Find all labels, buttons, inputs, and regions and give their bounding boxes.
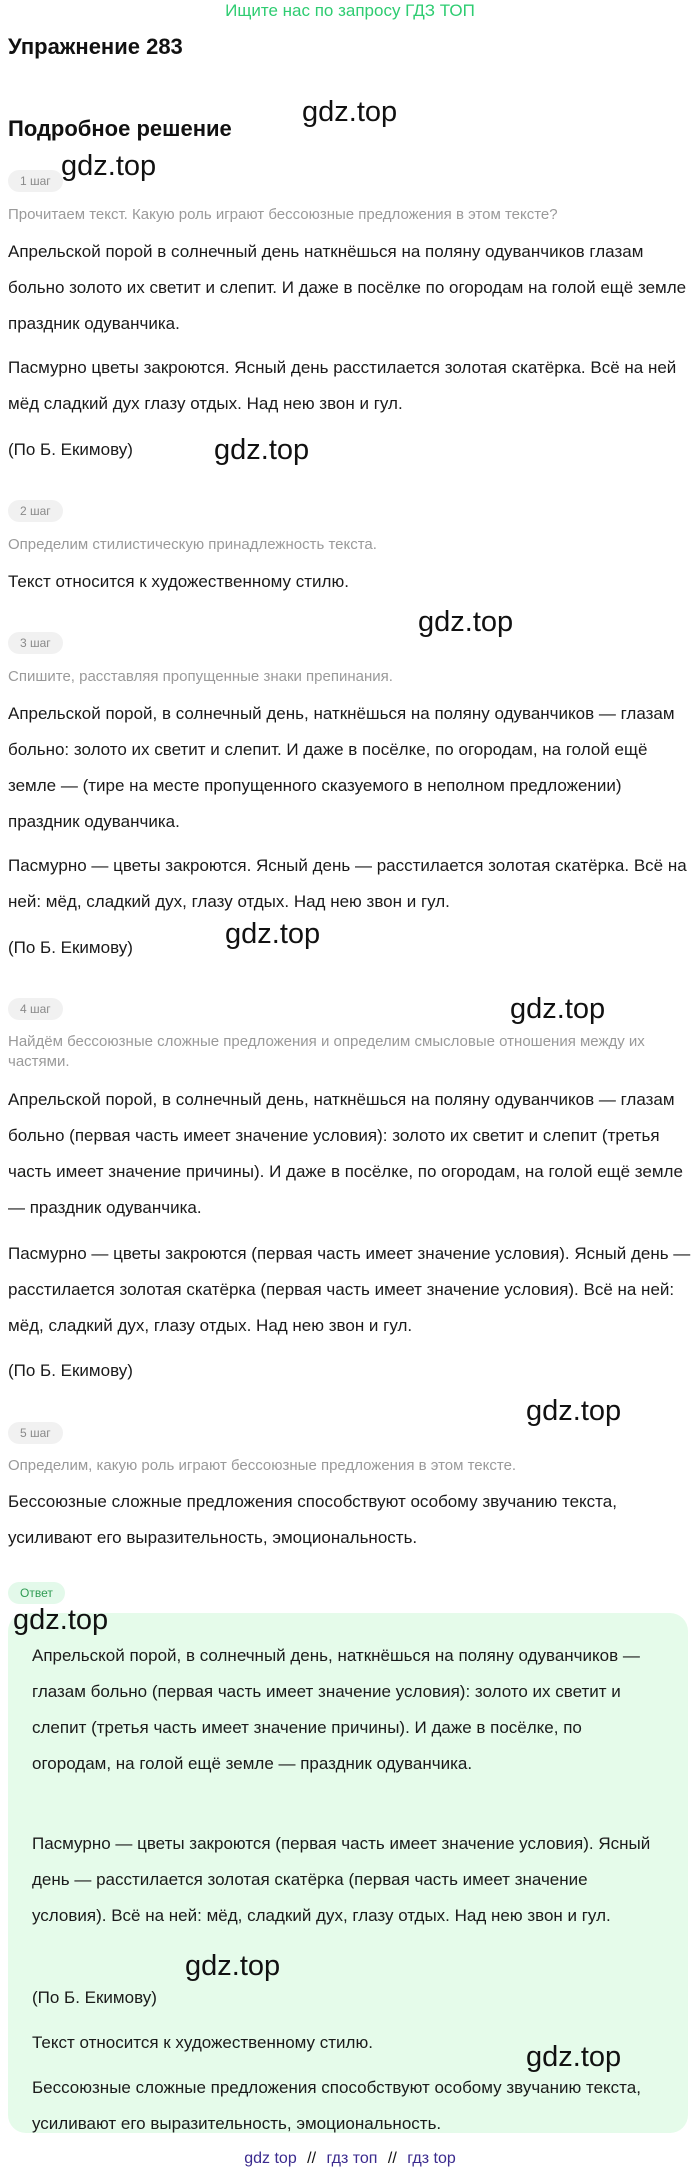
exercise-title: Упражнение 283 xyxy=(8,34,183,59)
answer-paragraph: Апрельской порой, в солнечный день, наткнёшься на поляну одуванчиков — глазам больно (первая часть имеет значение условия): золото их светит и слепит (третья часть имеет значение причины). И даже в посёлке, по огородам, на голой ещё земле — праздник одуванчика. xyxy=(32,1646,640,1773)
watermark: gdz.top xyxy=(526,1395,622,1427)
answer-badge: Ответ xyxy=(8,1582,65,1604)
answer-paragraph: Бессоюзные сложные предложения способствуют особому звучанию текста, усиливают его выразительность, эмоциональность. xyxy=(32,2078,641,2133)
watermark: gdz.top xyxy=(418,606,514,638)
text-paragraph: Апрельской порой, в солнечный день, наткнёшься на поляну одуванчиков — глазам больно: золото их светит и слепит. И даже в посёлке, по огородам, на голой ещё земле — (тире на месте пропущенного сказуемого в неполном предложении) праздник одуванчика. xyxy=(8,704,675,831)
watermark: gdz.top xyxy=(225,918,321,950)
text-paragraph: Пасмурно — цветы закроются (первая часть имеет значение условия). Ясный день — расстилается золотая скатёрка (первая часть имеет значение условия). Всё на ней: мёд, сладкий дух, глазу отдых. Над нею звон и гул. xyxy=(8,1244,691,1335)
text-paragraph: Текст относится к художественному стилю. xyxy=(8,572,349,591)
text-paragraph: Апрельской порой, в солнечный день, наткнёшься на поляну одуванчиков — глазам больно (первая часть имеет значение условия): золото их светит и слепит (третья часть имеет значение причины). И даже в посёлке, по огородам, на голой ещё земле — праздник одуванчика. xyxy=(8,1090,683,1217)
watermark: gdz.top xyxy=(510,993,606,1025)
step-badge: 3 шаг xyxy=(8,632,63,654)
footer-separator: // xyxy=(307,2150,317,2167)
text-source: (По Б. Екимову) xyxy=(8,1361,133,1380)
answer-paragraph: Текст относится к художественному стилю. xyxy=(32,2033,373,2052)
footer-link[interactable]: gdz top xyxy=(244,2150,297,2167)
footer-links xyxy=(0,2149,700,2169)
text-paragraph: Пасмурно цветы закроются. Ясный день расстилается золотая скатёрка. Всё на ней мёд сладкий дух глазу отдых. Над нею звон и гул. xyxy=(8,358,677,413)
watermark: gdz.top xyxy=(61,150,157,182)
watermark: gdz.top xyxy=(526,2041,622,2073)
step-description: Найдём бессоюзные сложные предложения и определим смысловые отношения между их частями. xyxy=(8,1033,645,1070)
footer-separator: // xyxy=(387,2150,397,2167)
search-hint-banner[interactable]: Ищите нас по запросу ГДЗ ТОП xyxy=(225,1,475,20)
step-description: Спишите, расставляя пропущенные знаки препинания. xyxy=(8,668,393,685)
step-description: Определим стилистическую принадлежность текста. xyxy=(8,536,377,553)
text-paragraph: Бессоюзные сложные предложения способствуют особому звучанию текста, усиливают его выразительность, эмоциональность. xyxy=(8,1492,617,1547)
footer-link[interactable]: гдз top xyxy=(407,2150,456,2167)
watermark: gdz.top xyxy=(185,1950,281,1982)
watermark: gdz.top xyxy=(302,96,398,128)
step-badge: 2 шаг xyxy=(8,500,63,522)
answer-source: (По Б. Екимову) xyxy=(32,1988,157,2007)
text-paragraph: Пасмурно — цветы закроются. Ясный день — расстилается золотая скатёрка. Всё на ней: мёд, сладкий дух, глазу отдых. Над нею звон и гул. xyxy=(8,856,687,911)
step-badge: 4 шаг xyxy=(8,998,63,1020)
text-paragraph: Апрельской порой в солнечный день наткнёшься на поляну одуванчиков глазам больно золото их светит и слепит. И даже в посёлке по огородам на голой ещё земле праздник одуванчика. xyxy=(8,242,687,333)
text-source: (По Б. Екимову) xyxy=(8,938,133,957)
watermark: gdz.top xyxy=(214,434,310,466)
step-badge: 1 шаг xyxy=(8,170,63,192)
answer-paragraph: Пасмурно — цветы закроются (первая часть имеет значение условия). Ясный день — расстилается золотая скатёрка (первая часть имеет значение условия). Всё на ней: мёд, сладкий дух, глазу отдых. Над нею звон и гул. xyxy=(32,1834,651,1925)
step-badge: 5 шаг xyxy=(8,1422,63,1444)
footer-link[interactable]: гдз топ xyxy=(326,2150,378,2167)
step-description: Прочитаем текст. Какую роль играют бессоюзные предложения в этом тексте? xyxy=(8,206,558,223)
step-description: Определим, какую роль играют бессоюзные предложения в этом тексте. xyxy=(8,1457,517,1474)
solution-heading: Подробное решение xyxy=(8,116,232,141)
text-source: (По Б. Екимову) xyxy=(8,440,133,459)
watermark: gdz.top xyxy=(13,1604,109,1636)
